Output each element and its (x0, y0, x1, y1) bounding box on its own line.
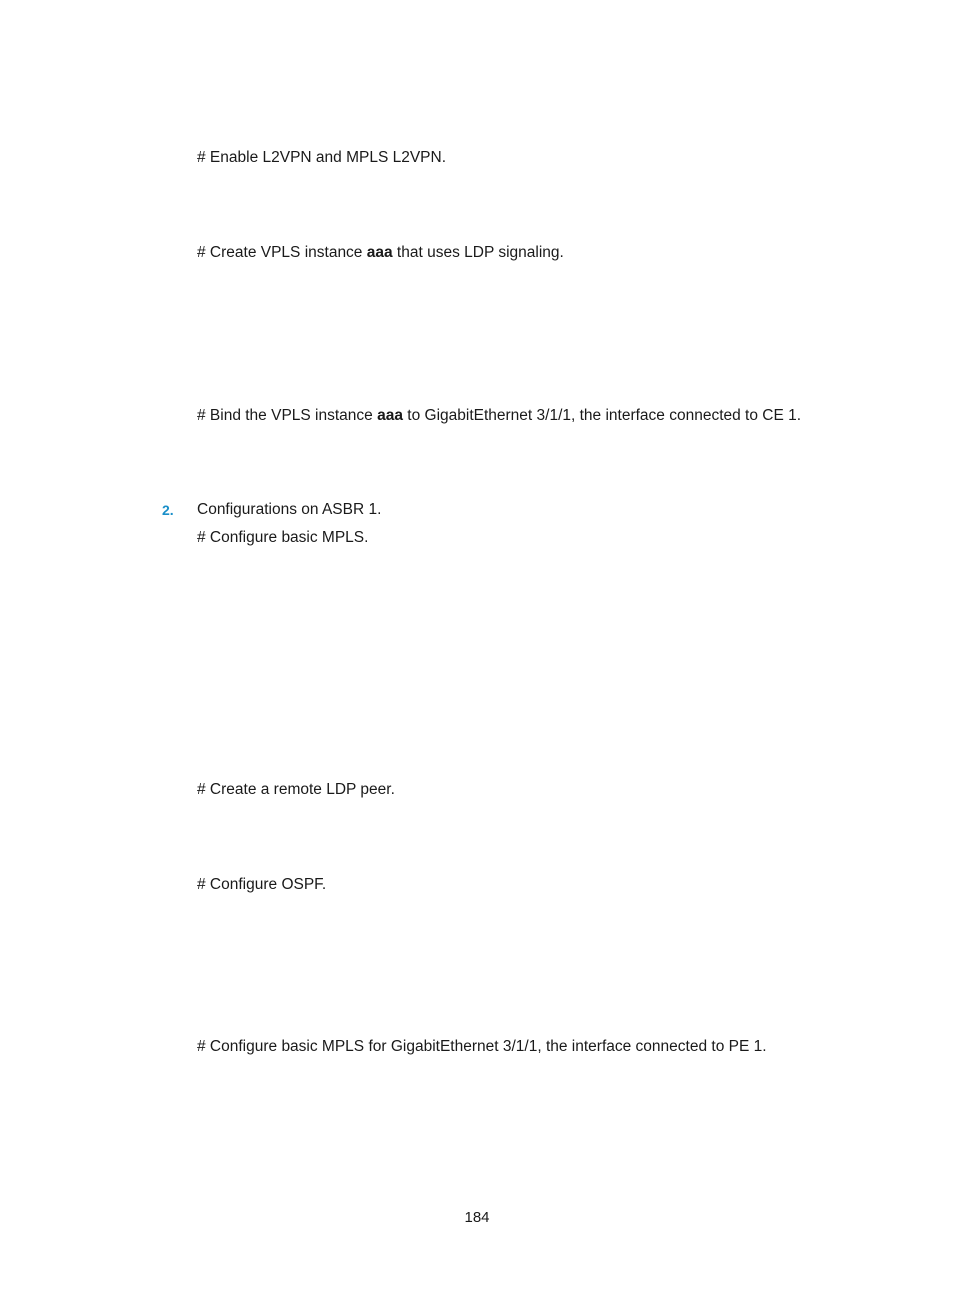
create-vpls-text-pre: # Create VPLS instance (197, 244, 367, 261)
step-number: 2. (162, 502, 174, 518)
bind-vpls-text-post: to GigabitEthernet 3/1/1, the interface connected to CE 1. (402, 407, 802, 424)
paragraph-enable-l2vpn: # Enable L2VPN and MPLS L2VPN. (197, 149, 447, 166)
paragraph-bind-vpls (197, 406, 801, 426)
bind-vpls-instance-name: aaa (377, 407, 403, 424)
paragraph-create-remote-ldp: # Create a remote LDP peer. (197, 781, 395, 798)
create-vpls-text-post: that uses LDP signaling. (392, 244, 564, 261)
page-number: 184 (464, 1209, 490, 1226)
step-title: Configurations on ASBR 1. (197, 501, 382, 518)
vpls-instance-name: aaa (366, 244, 393, 261)
paragraph-configure-ospf: # Configure OSPF. (197, 876, 327, 893)
bind-vpls-text-pre: # Bind the VPLS instance (197, 407, 378, 424)
paragraph-configure-basic-mpls: # Configure basic MPLS. (197, 529, 369, 546)
paragraph-create-vpls (197, 243, 564, 263)
paragraph-configure-mpls-interface: # Configure basic MPLS for GigabitEthernet 3/1/1, the interface connected to PE 1. (197, 1038, 767, 1055)
